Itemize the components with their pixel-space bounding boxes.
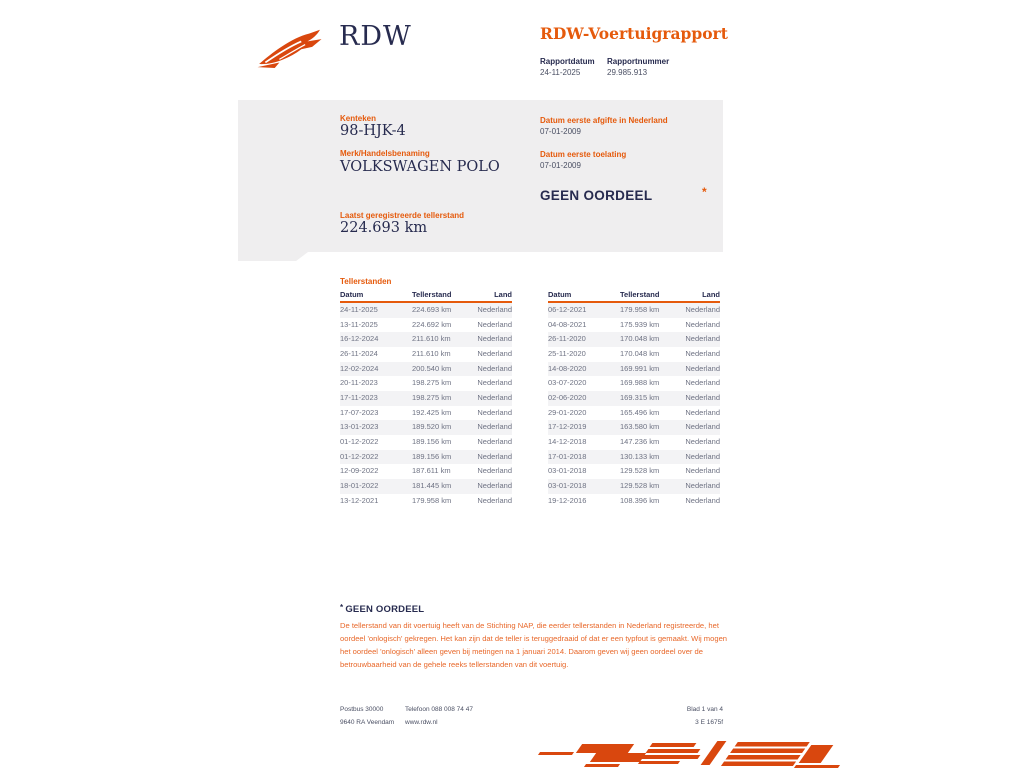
footer-address-line2: 9640 RA Veendam	[340, 719, 395, 726]
table-cell: 25-11-2020	[548, 348, 586, 358]
column-header-land: Land	[494, 290, 512, 299]
table-cell: Nederland	[685, 466, 720, 476]
footnote-asterisk: *	[340, 603, 344, 612]
table-cell: 224.693 km	[412, 305, 452, 314]
kenteken-label: Kenteken	[340, 114, 377, 123]
report-number-label: Rapportnummer	[607, 57, 670, 66]
table-cell: 189.156 km	[412, 451, 452, 461]
table-row	[548, 332, 720, 347]
kenteken-value: 98-HJK-4	[340, 123, 406, 139]
table-cell: 163.580 km	[620, 422, 660, 432]
table-cell: 129.528 km	[620, 466, 660, 476]
table-cell: 211.610 km	[412, 334, 451, 344]
footnote-body: De tellerstand van dit voertuig heeft van de Stichting NAP, die eerder tellerstanden in Nederland registreerde, het oordeel 'onlogisch' gekregen. Het kan zijn dat de teller is teruggedraaid of dat er een typfout is gemaakt. Wij mogen het oordeel 'onlogisch' alleen geven bij metingen na 1 januari 2014. Daarom geven wij geen oordeel over de betrouwbaarheid van de gehele reeks tellerstanden van dit voertuig.	[340, 621, 728, 669]
table-cell: 02-06-2020	[548, 392, 587, 402]
table-cell: Nederland	[685, 319, 720, 329]
table-cell: 175.939 km	[620, 319, 660, 329]
table-row	[548, 362, 720, 377]
column-header-land: Land	[702, 290, 720, 299]
table-cell: 03-01-2018	[548, 466, 587, 476]
table-cell: 29-01-2020	[548, 407, 587, 417]
table-cell: 170.048 km	[620, 348, 660, 358]
table-cell: 14-12-2018	[548, 436, 587, 446]
table-row	[340, 332, 512, 347]
table-header	[548, 288, 720, 303]
toelating-value: 07-01-2009	[540, 161, 581, 170]
table-cell: Nederland	[477, 422, 512, 432]
table-row	[548, 435, 720, 450]
table-cell: 211.610 km	[412, 348, 451, 358]
table-cell: 19-12-2016	[548, 495, 587, 505]
table-cell: 17-01-2018	[548, 451, 587, 461]
table-row	[340, 391, 512, 406]
table-cell: 179.958 km	[620, 305, 660, 314]
table-cell: Nederland	[685, 451, 720, 461]
footnote-title	[340, 603, 738, 615]
table-cell: 16-12-2024	[340, 334, 379, 344]
table-cell: 200.540 km	[412, 363, 452, 373]
table-cell: 181.445 km	[412, 480, 452, 490]
oordeel-asterisk: *	[702, 185, 707, 199]
table-row	[340, 406, 512, 421]
table-row	[548, 406, 720, 421]
table-row	[548, 347, 720, 362]
table-cell: 189.520 km	[412, 422, 452, 432]
table-cell: Nederland	[685, 422, 720, 432]
table-cell: Nederland	[477, 305, 512, 314]
table-row	[340, 303, 512, 318]
table-cell: Nederland	[685, 378, 720, 388]
table-cell: Nederland	[685, 407, 720, 417]
table-cell: 13-12-2021	[340, 495, 379, 505]
rdw-bird-logo-icon	[256, 28, 334, 72]
table-row	[548, 494, 720, 509]
table-cell: Nederland	[477, 495, 512, 505]
footer-phone: Telefoon 088 008 74 47	[405, 706, 473, 713]
table-row	[340, 318, 512, 333]
vehicle-summary-box	[238, 100, 723, 252]
table-cell: 169.991 km	[620, 363, 660, 373]
table-cell: 12-02-2024	[340, 363, 379, 373]
report-date-value: 24-11-2025	[540, 68, 581, 77]
table-cell: Nederland	[685, 436, 720, 446]
table-cell: Nederland	[685, 305, 720, 314]
table-row	[340, 347, 512, 362]
footnote-title-text: GEEN OORDEEL	[345, 604, 425, 615]
footer-stripes-graphic	[537, 735, 817, 768]
tellerstanden-table-left	[340, 288, 512, 508]
rdw-wordmark: RDW	[339, 21, 412, 52]
report-date-label: Rapportdatum	[540, 57, 595, 66]
table-cell: 187.611 km	[412, 466, 451, 476]
table-cell: Nederland	[477, 334, 512, 344]
table-row	[340, 362, 512, 377]
table-cell: 03-07-2020	[548, 378, 587, 388]
footer-page-number: Blad 1 van 4	[686, 706, 723, 713]
table-row	[340, 420, 512, 435]
table-row	[340, 450, 512, 465]
table-cell: Nederland	[477, 319, 512, 329]
table-cell: Nederland	[685, 363, 720, 373]
table-cell: 26-11-2020	[548, 334, 586, 344]
table-cell: 147.236 km	[620, 436, 660, 446]
table-row	[548, 450, 720, 465]
table-row	[548, 464, 720, 479]
table-cell: 17-11-2023	[340, 392, 378, 402]
table-cell: 06-12-2021	[548, 305, 587, 314]
table-cell: 179.958 km	[412, 495, 452, 505]
table-cell: 169.315 km	[620, 392, 660, 402]
table-cell: Nederland	[477, 480, 512, 490]
table-row	[340, 479, 512, 494]
toelating-label: Datum eerste toelating	[540, 150, 627, 159]
footer-form-code: 3 E 1675f	[695, 719, 723, 726]
table-cell: 198.275 km	[412, 378, 452, 388]
table-cell: 24-11-2025	[340, 305, 378, 314]
table-row	[548, 376, 720, 391]
table-cell: 108.396 km	[620, 495, 660, 505]
table-cell: 129.528 km	[620, 480, 660, 490]
table-cell: 03-01-2018	[548, 480, 587, 490]
merk-value: VOLKSWAGEN POLO	[340, 159, 500, 175]
table-cell: 170.048 km	[620, 334, 660, 344]
table-cell: 01-12-2022	[340, 451, 379, 461]
column-header-datum: Datum	[340, 290, 364, 299]
table-cell: 01-12-2022	[340, 436, 379, 446]
tellerstanden-section-title: Tellerstanden	[340, 277, 392, 286]
table-cell: Nederland	[477, 348, 512, 358]
table-row	[340, 494, 512, 509]
table-cell: 26-11-2024	[340, 348, 378, 358]
footer-address	[340, 703, 394, 729]
tellerstanden-table-right	[548, 288, 720, 508]
afgifte-value: 07-01-2009	[540, 127, 581, 136]
table-cell: Nederland	[477, 407, 512, 417]
footer-contact	[405, 703, 473, 729]
footer-address-line1: Postbus 30000	[340, 706, 384, 713]
table-row	[548, 318, 720, 333]
table-cell: 14-08-2020	[548, 363, 587, 373]
table-row	[340, 464, 512, 479]
table-cell: 198.275 km	[412, 392, 452, 402]
column-header-datum: Datum	[548, 290, 572, 299]
tellerstand-label: Laatst geregistreerde tellerstand	[340, 211, 465, 220]
table-cell: Nederland	[685, 480, 720, 490]
report-number-value: 29.985.913	[607, 68, 648, 77]
table-cell: 18-01-2022	[340, 480, 379, 490]
table-cell: Nederland	[477, 378, 512, 388]
table-cell: Nederland	[477, 363, 512, 373]
table-cell: Nederland	[685, 334, 720, 344]
footer-website: www.rdw.nl	[405, 719, 438, 726]
table-row	[340, 376, 512, 391]
table-cell: 189.156 km	[412, 436, 452, 446]
footnote	[340, 603, 738, 671]
table-cell: 20-11-2023	[340, 378, 378, 388]
table-cell: 169.988 km	[620, 378, 660, 388]
footer-page-info	[620, 703, 723, 729]
table-cell: Nederland	[477, 436, 512, 446]
table-row	[548, 391, 720, 406]
table-cell: Nederland	[477, 466, 512, 476]
table-row	[548, 420, 720, 435]
merk-label: Merk/Handelsbenaming	[340, 149, 430, 158]
afgifte-label: Datum eerste afgifte in Nederland	[540, 116, 668, 125]
table-cell: 17-12-2019	[548, 422, 587, 432]
page-title: RDW-Voertuigrapport	[540, 24, 728, 43]
table-row	[548, 479, 720, 494]
table-cell: Nederland	[685, 348, 720, 358]
table-cell: 12-09-2022	[340, 466, 379, 476]
table-cell: 17-07-2023	[340, 407, 379, 417]
table-row	[340, 435, 512, 450]
tellerstand-value: 224.693 km	[340, 220, 428, 236]
table-header	[340, 288, 512, 303]
table-cell: 04-08-2021	[548, 319, 587, 329]
table-cell: 165.496 km	[620, 407, 660, 417]
table-cell: Nederland	[685, 392, 720, 402]
column-header-tellerstand: Tellerstand	[620, 290, 660, 299]
table-cell: Nederland	[685, 495, 720, 505]
table-cell: 130.133 km	[620, 451, 660, 461]
table-cell: 13-01-2023	[340, 422, 379, 432]
table-cell: Nederland	[477, 451, 512, 461]
table-row	[548, 303, 720, 318]
table-cell: 224.692 km	[412, 319, 452, 329]
table-cell: 192.425 km	[412, 407, 452, 417]
column-header-tellerstand: Tellerstand	[412, 290, 452, 299]
oordeel-value: GEEN OORDEEL	[540, 188, 653, 203]
table-cell: 13-11-2025	[340, 319, 378, 329]
table-cell: Nederland	[477, 392, 512, 402]
